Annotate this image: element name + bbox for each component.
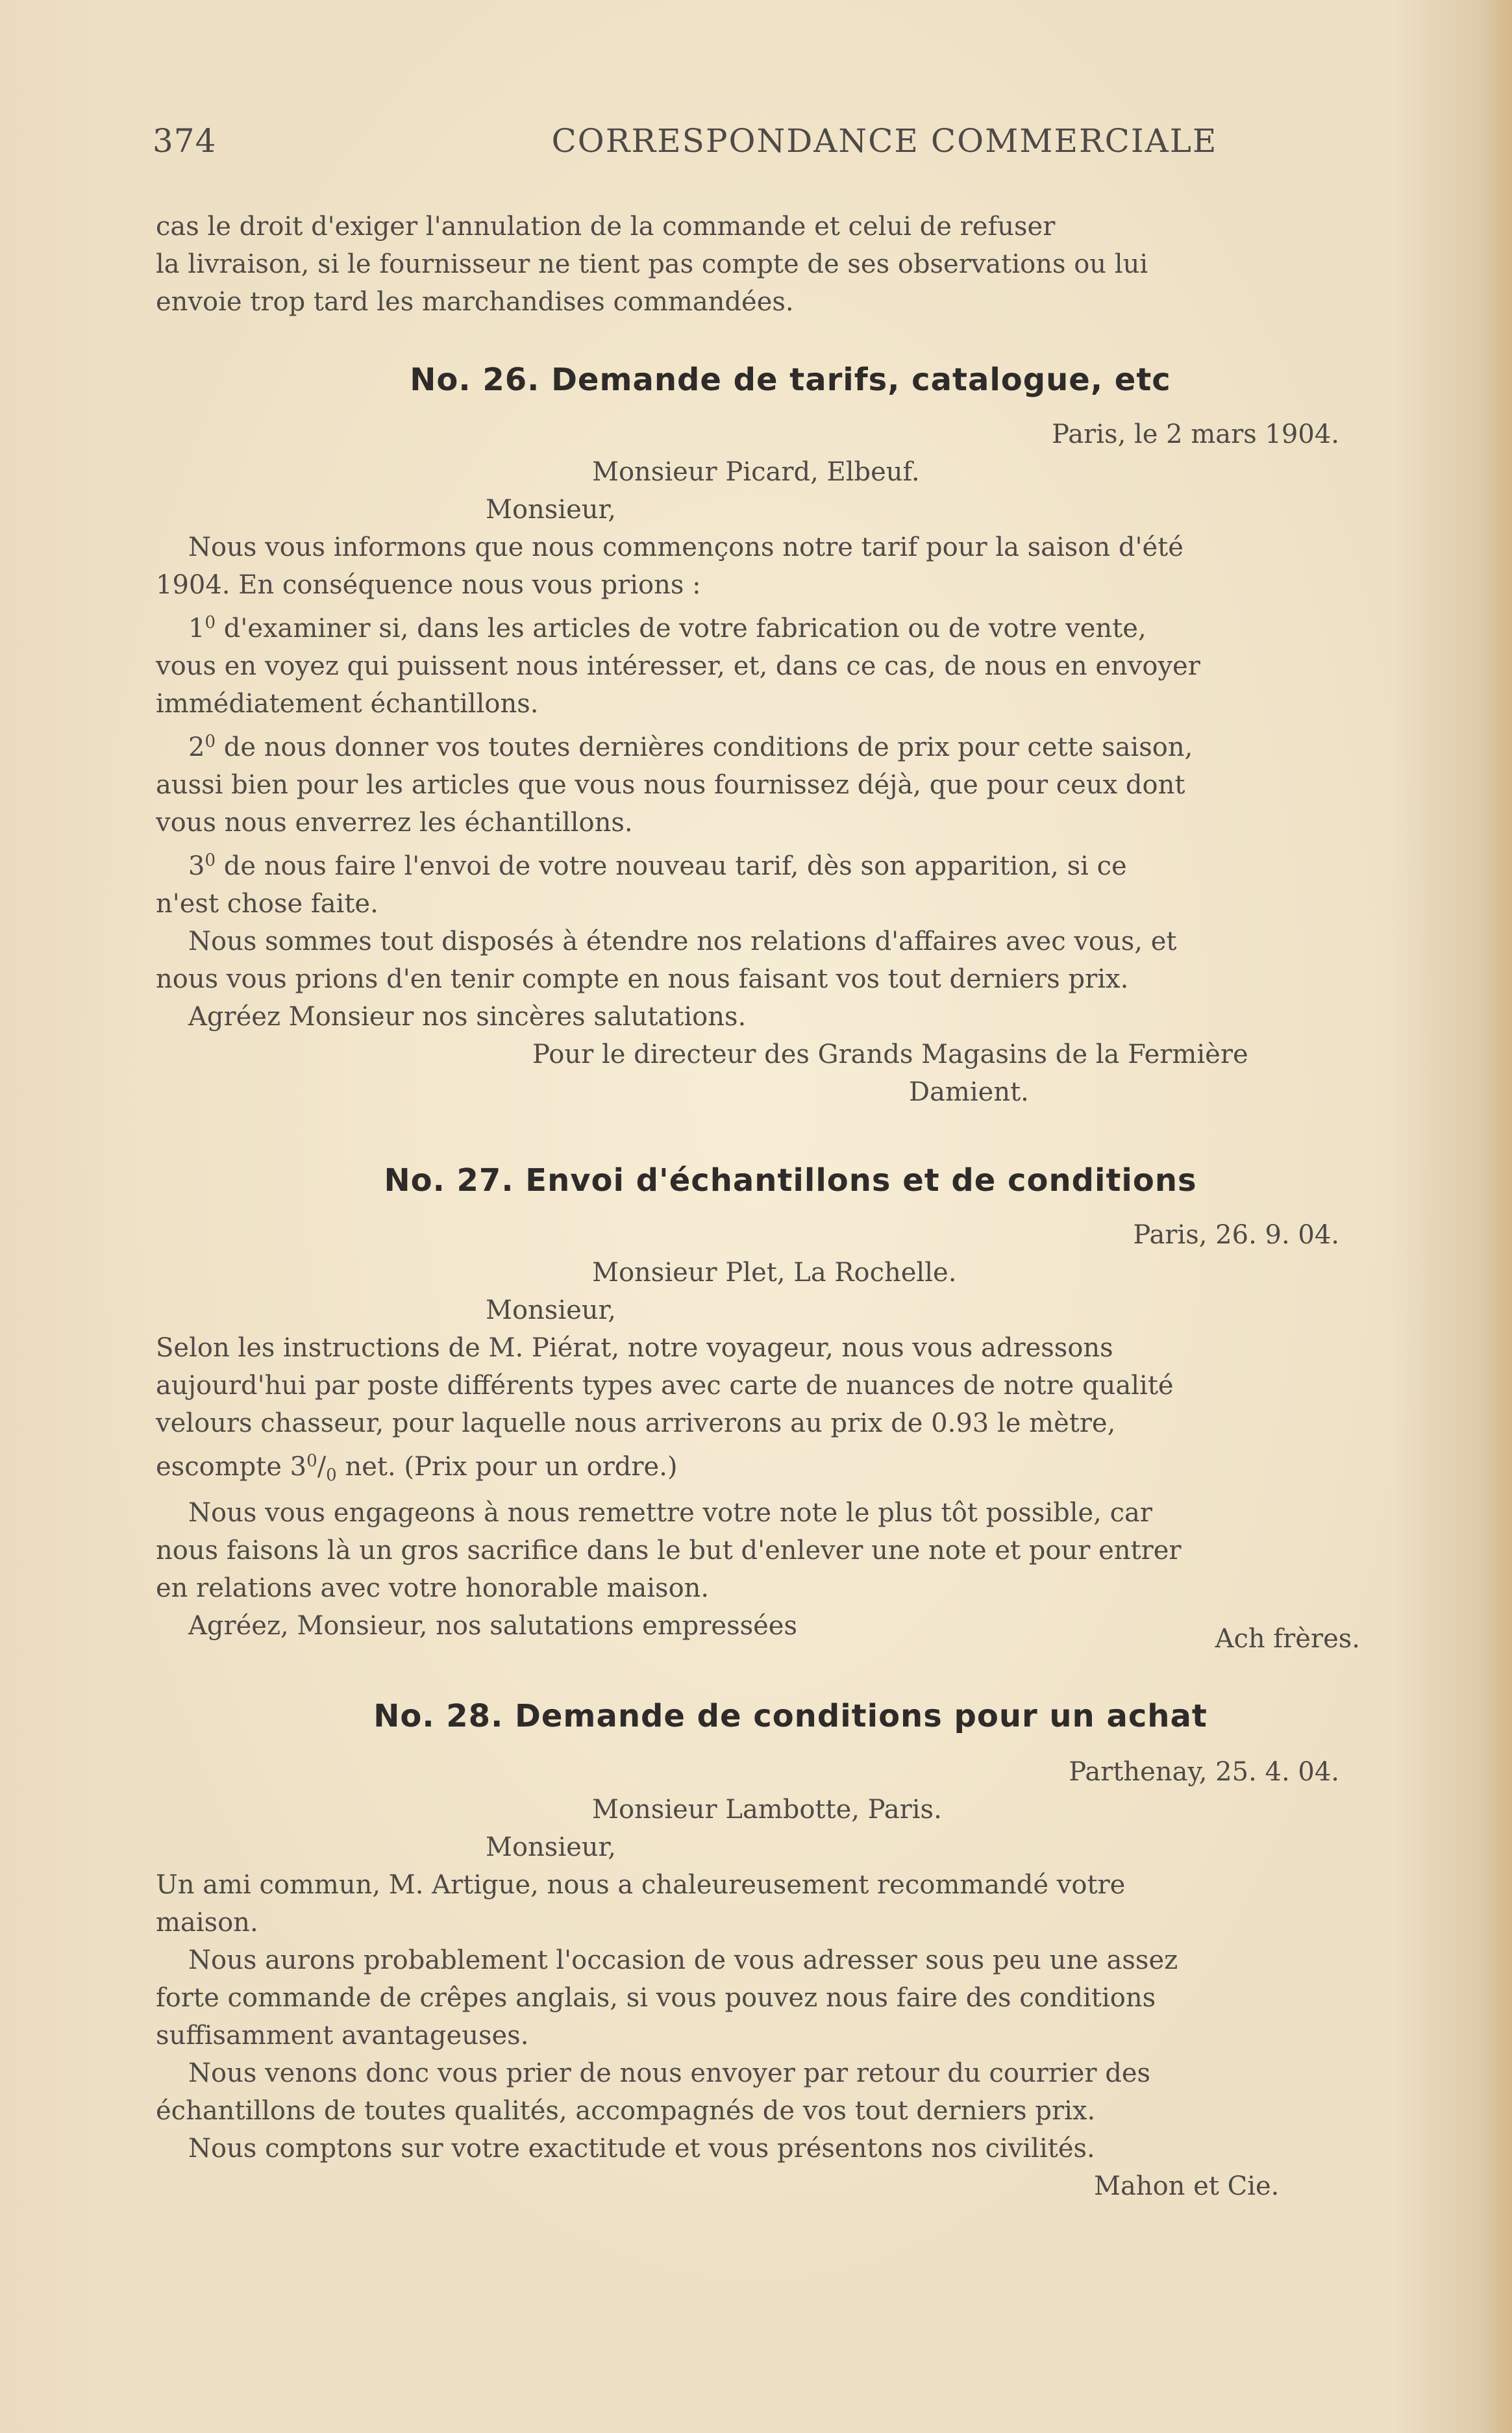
letter-signature-name: Damient. <box>909 1077 1029 1107</box>
text-line: Nous sommes tout disposés à étendre nos relations d'affaires avec vous, et <box>188 927 1177 956</box>
text-line: aujourd'hui par poste différents types avec carte de nuances de notre qualité <box>156 1371 1174 1401</box>
text-line: n'est chose faite. <box>156 889 378 919</box>
letter-27-body <box>156 1216 1425 1654</box>
text-line-content: de nous donner vos toutes dernières conditions de prix pour cette saison, <box>223 732 1193 762</box>
text-line <box>156 842 1425 885</box>
intro-paragraph <box>156 208 1425 321</box>
text-line: forte commande de crêpes anglais, si vous pouvez nous faire des conditions <box>156 1983 1156 2013</box>
running-title: CORRESPONDANCE COMMERCIALE <box>551 122 1218 160</box>
text-line: velours chasseur, pour laquelle nous arriverons au prix de 0.93 le mètre, <box>156 1408 1116 1438</box>
ordinal-number: 3 <box>188 851 205 881</box>
page-header <box>153 122 1422 168</box>
letter-date: Paris, 26. 9. 04. <box>1133 1220 1339 1250</box>
letter-signature: Ach frères. <box>1215 1624 1360 1654</box>
page-edge-shadow <box>1482 0 1512 2433</box>
ordinal-number: 2 <box>188 732 205 762</box>
letter-salutation: Monsieur, <box>486 495 616 525</box>
ordinal-mark: 0 <box>204 851 216 870</box>
letter-addressee: Monsieur Lambotte, Paris. <box>592 1795 942 1825</box>
ordinal-mark: 0 <box>204 732 216 751</box>
text-line: Nous aurons probablement l'occasion de vous adresser sous peu une assez <box>188 1945 1178 1975</box>
text-line <box>156 1442 1425 1494</box>
text-line: Un ami commun, M. Artigue, nous a chaleureusement recommandé votre <box>156 1870 1126 1900</box>
text-line: échantillons de toutes qualités, accompagnés de vos tout derniers prix. <box>156 2096 1096 2126</box>
text-line <box>156 604 1425 647</box>
percent-sign-top: 0 <box>306 1451 317 1471</box>
text-line-content: d'examiner si, dans les articles de votre fabrication ou de votre vente, <box>223 614 1146 643</box>
text-line-content: de nous faire l'envoi de votre nouveau tarif, dès son apparition, si ce <box>223 851 1127 881</box>
text-line: maison. <box>156 1908 258 1938</box>
text-line: Selon les instructions de M. Piérat, notre voyageur, nous vous adressons <box>156 1333 1113 1363</box>
letter-28-body <box>156 1753 1425 2205</box>
letter-salutation: Monsieur, <box>486 1295 616 1325</box>
percent-sign-slash: / <box>317 1452 327 1482</box>
text-line: la livraison, si le fournisseur ne tient pas compte de ses observations ou lui <box>156 249 1148 279</box>
ordinal-number: 1 <box>188 614 205 643</box>
text-line: aussi bien pour les articles que vous nous fournissez déjà, que pour ceux dont <box>156 770 1185 800</box>
text-line: Nous venons donc vous prier de nous envoyer par retour du courrier des <box>188 2058 1151 2088</box>
ordinal-mark: 0 <box>204 613 216 632</box>
letter-date: Parthenay, 25. 4. 04. <box>1069 1757 1339 1787</box>
letter-signature: Pour le directeur des Grands Magasins de la Fermière <box>532 1040 1248 1069</box>
text-line: vous en voyez qui puissent nous intéresser, et, dans ce cas, de nous en envoyer <box>156 651 1200 681</box>
letter-closing-row <box>156 1607 1425 1654</box>
text-line: en relations avec votre honorable maison. <box>156 1573 710 1603</box>
text-line: suffisamment avantageuses. <box>156 2021 529 2051</box>
text-line: Nous vous informons que nous commençons notre tarif pour la saison d'été <box>188 532 1184 562</box>
letter-26-body <box>156 416 1425 1111</box>
text-line-content: net. (Prix pour un ordre.) <box>345 1452 678 1482</box>
letter-closing: Agréez Monsieur nos sincères salutations. <box>188 1002 747 1032</box>
text-line: nous faisons là un gros sacrifice dans le but d'enlever une note et pour entrer <box>156 1536 1182 1566</box>
text-line: envoie trop tard les marchandises commandées. <box>156 287 794 317</box>
letter-addressee: Monsieur Picard, Elbeuf. <box>592 457 920 487</box>
text-line-content: escompte 3 <box>156 1452 307 1482</box>
text-line: vous nous enverrez les échantillons. <box>156 808 633 838</box>
letter-closing: Nous comptons sur votre exactitude et vous présentons nos civilités. <box>188 2134 1095 2164</box>
page-number: 374 <box>153 122 217 160</box>
letter-salutation: Monsieur, <box>486 1832 616 1862</box>
letter-date: Paris, le 2 mars 1904. <box>1052 419 1339 449</box>
letter-closing: Agréez, Monsieur, nos salutations empressées <box>188 1611 797 1641</box>
letter-27-heading: No. 27. Envoi d'échantillons et de conditions <box>384 1162 1197 1199</box>
letter-addressee: Monsieur Plet, La Rochelle. <box>592 1258 957 1288</box>
percent-sign-bottom: 0 <box>326 1466 337 1485</box>
letter-26-heading: No. 26. Demande de tarifs, catalogue, etc <box>410 362 1171 398</box>
text-line: 1904. En conséquence nous vous prions : <box>156 570 701 600</box>
letter-28-heading: No. 28. Demande de conditions pour un achat <box>373 1698 1208 1734</box>
text-line: immédiatement échantillons. <box>156 689 539 719</box>
text-line: cas le droit d'exiger l'annulation de la commande et celui de refuser <box>156 212 1056 242</box>
text-line: Nous vous engageons à nous remettre votre note le plus tôt possible, car <box>188 1498 1152 1528</box>
text-line: nous vous prions d'en tenir compte en nous faisant vos tout derniers prix. <box>156 964 1129 994</box>
text-line <box>156 723 1425 766</box>
letter-signature: Mahon et Cie. <box>1094 2171 1280 2201</box>
